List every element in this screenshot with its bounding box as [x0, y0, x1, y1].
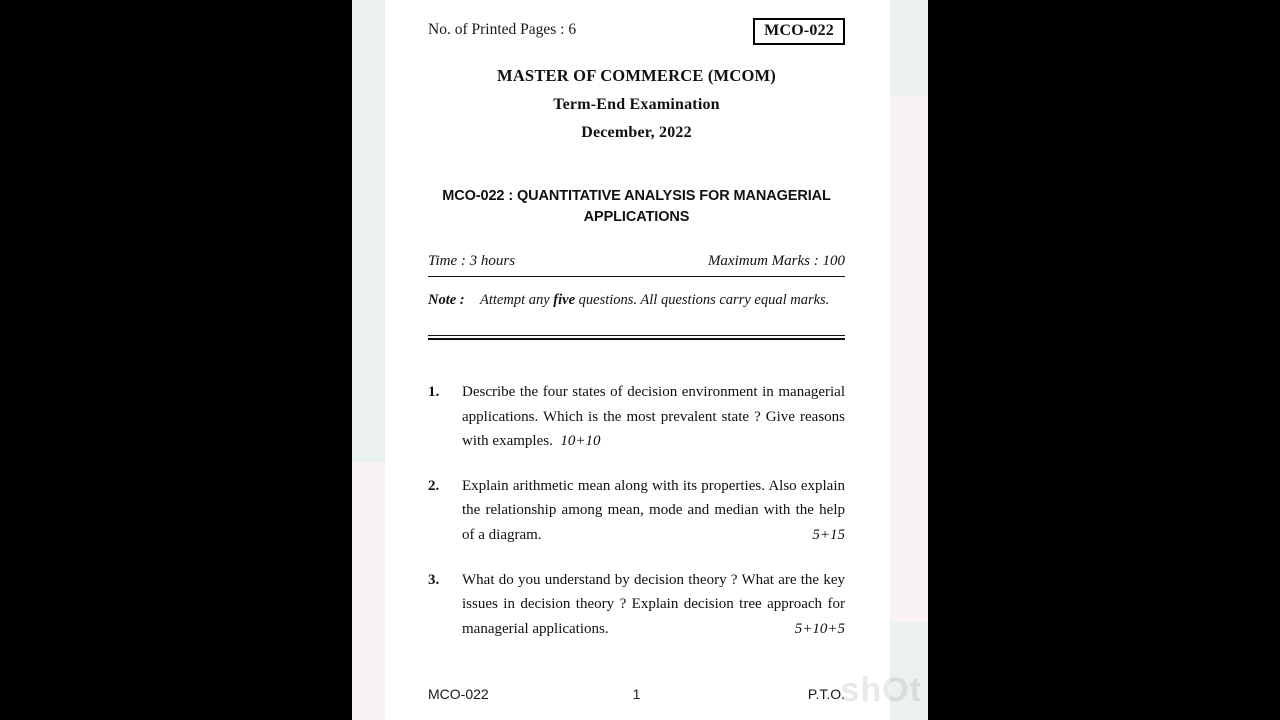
- page-header-row: [428, 18, 845, 50]
- note-text: [480, 288, 845, 312]
- footer-page-number: 1: [632, 686, 641, 702]
- note-text-after: questions. All questions carry equal marks.: [575, 292, 830, 308]
- exam-session: December, 2022: [581, 124, 692, 141]
- exam-maximum-marks: Maximum Marks : 100: [707, 253, 845, 269]
- printed-pages-label: No. of Printed Pages : 6: [428, 21, 577, 38]
- title-block: [428, 66, 845, 142]
- paper-code-box: MCO-022: [753, 18, 845, 45]
- question-marks: 10+10: [560, 433, 601, 450]
- note-emphasis: five: [553, 292, 576, 308]
- exam-duration: Time : 3 hours: [428, 253, 516, 269]
- left-band-green-segment: [352, 0, 388, 462]
- right-band-green-bottom-segment: [888, 622, 928, 720]
- page-footer: [428, 686, 845, 706]
- document-viewer[interactable]: [352, 0, 928, 720]
- question-body: [462, 568, 845, 642]
- question-body: [462, 474, 845, 548]
- header-divider-rule: [428, 276, 845, 277]
- question-body: [462, 380, 845, 454]
- instructions-divider-rule: [428, 335, 845, 340]
- question-text: Explain arithmetic mean along with its properties. Also explain the relationship among mean, mode and median with the help of a diagram.: [462, 477, 845, 543]
- question-number: 1.: [428, 384, 440, 400]
- page-right-margin-band: [888, 0, 928, 720]
- note-text-before: Attempt any: [480, 292, 554, 308]
- questions-list: [428, 380, 845, 661]
- question-item: [428, 474, 845, 548]
- question-marks: 5+10+5: [794, 620, 845, 637]
- right-band-pink-segment: [888, 96, 928, 622]
- exam-title: Term-End Examination: [553, 96, 720, 113]
- page-left-margin-band: [352, 0, 388, 720]
- programme-title: MASTER OF COMMERCE (MCOM): [497, 66, 776, 85]
- question-item: [428, 380, 845, 454]
- course-title: MCO-022 : QUANTITATIVE ANALYSIS FOR MANAGERIAL APPLICATIONS: [442, 188, 831, 225]
- footer-turn-over: P.T.O.: [807, 686, 845, 702]
- question-item: [428, 568, 845, 642]
- question-number: 2.: [428, 477, 440, 494]
- exam-paper-page: [385, 0, 890, 720]
- right-band-green-top-segment: [888, 0, 928, 96]
- question-text: What do you understand by decision theory ? What are the key issues in decision theory ? Explain decision tree approach for managerial applications.: [462, 571, 845, 637]
- exam-meta-row: [428, 253, 845, 275]
- note-label: Note :: [428, 292, 465, 308]
- question-number: 3.: [428, 571, 440, 588]
- question-marks: 5+15: [812, 526, 845, 543]
- question-text: Describe the four states of decision environment in managerial applications. Which is the most prevalent state ? Give reasons with examples.: [462, 384, 845, 450]
- left-band-pink-segment: [352, 462, 388, 720]
- instructions-note: [428, 288, 845, 312]
- footer-paper-code: MCO-022: [428, 686, 489, 702]
